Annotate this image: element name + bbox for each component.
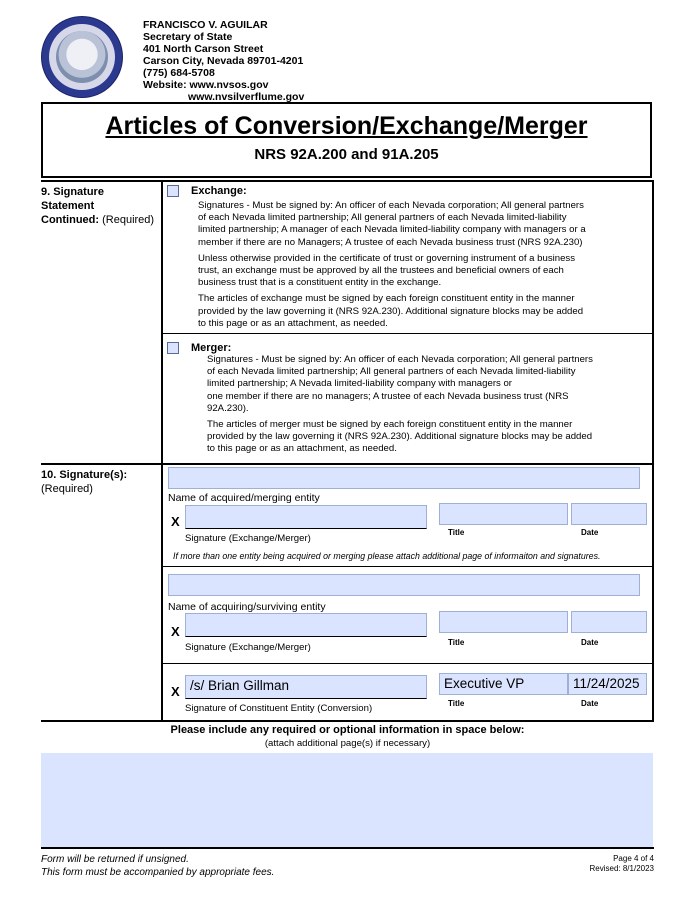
text-line: The articles of exchange must be signed by each foreign constituent entity in the manner	[198, 293, 575, 305]
title-caption-2: Title	[448, 638, 465, 647]
text-line: provided by the law governing it (NRS 92A.230). Additional signature blocks may be added	[207, 431, 593, 443]
date-input-2[interactable]	[571, 611, 647, 633]
divider	[161, 180, 163, 720]
title-input-1[interactable]	[439, 503, 568, 525]
footer-notes	[41, 853, 274, 879]
revised-date: Revised: 8/1/2023	[589, 864, 654, 873]
divider	[161, 663, 653, 664]
conversion-date-input[interactable]: 11/24/2025	[568, 673, 647, 695]
text-line: limited partnership; A manager of each Nevada limited-liability company with managers or a	[198, 224, 586, 236]
page-number: Page 4 of 4	[613, 854, 654, 863]
text-line: Signatures - Must be signed by: An officer of each Nevada corporation; All general partners	[207, 354, 593, 365]
merger-text	[207, 354, 647, 456]
text-line: one member if there are no managers; A trustee of each Nevada business trust (NRS	[207, 390, 569, 402]
title-input-2[interactable]	[439, 611, 568, 633]
website2-link[interactable]: www.nvsilverflume.gov	[188, 91, 305, 103]
text-line: Signatures - Must be signed by: An officer of each Nevada corporation; All general partners	[198, 200, 584, 211]
website-link[interactable]: Website: www.nvsos.gov	[143, 79, 269, 91]
section10-label	[41, 468, 127, 496]
street-address: 401 North Carson Street	[143, 43, 264, 55]
additional-info-subheading: (attach additional page(s) if necessary)	[264, 738, 431, 749]
merger-checkbox[interactable]	[167, 342, 179, 354]
exchange-text	[198, 200, 648, 330]
section10-label-line1: 10. Signature(s):	[41, 469, 128, 481]
acquired-entity-label: Name of acquired/merging entity	[168, 492, 320, 504]
text-line: business trust that is a constituent entity in the exchange.	[198, 277, 442, 289]
date-caption-1: Date	[581, 528, 599, 537]
footer-note-unsigned: Form will be returned if unsigned.	[41, 854, 189, 865]
conversion-date-caption: Date	[581, 699, 599, 708]
x-mark: X	[171, 514, 180, 529]
acquired-entity-name-input[interactable]	[168, 467, 640, 489]
footer-note-fees: This form must be accompanied by appropriate fees.	[41, 867, 275, 878]
exchange-heading: Exchange:	[191, 185, 247, 197]
text-line: to this page or as an attachment, as needed.	[198, 317, 388, 329]
divider	[41, 847, 654, 849]
date-input-1[interactable]	[571, 503, 647, 525]
nevada-state-seal-icon	[42, 17, 122, 97]
section9-label-line1: 9. Signature	[41, 186, 104, 198]
signature-caption-1: Signature (Exchange/Merger)	[185, 533, 311, 544]
divider	[652, 180, 654, 720]
secretary-name: FRANCISCO V. AGUILAR	[143, 19, 268, 31]
text-line: of each Nevada limited partnership; All general partners of each Nevada limited-liability	[198, 212, 567, 224]
signature-caption-2: Signature (Exchange/Merger)	[185, 642, 311, 653]
section9-label	[41, 185, 154, 227]
text-line: The articles of merger must be signed by each foreign constituent entity in the manner	[207, 419, 573, 431]
merger-heading: Merger:	[191, 342, 232, 354]
conversion-signature-caption: Signature of Constituent Entity (Conversion)	[185, 703, 373, 714]
conversion-title-input[interactable]: Executive VP	[439, 673, 568, 695]
footer-page-info	[590, 854, 655, 874]
signature-input-2[interactable]	[185, 613, 427, 637]
city-address: Carson City, Nevada 89701-4201	[143, 55, 304, 67]
divider	[161, 333, 653, 334]
conversion-title-caption: Title	[448, 699, 465, 708]
text-line: limited partnership; A Nevada limited-liability company with managers or	[207, 378, 513, 390]
text-line: member if there are no Managers; A trustee of each Nevada business trust (NRS 92A.230)	[198, 236, 583, 248]
date-caption-2: Date	[581, 638, 599, 647]
section10-label-line2: (Required)	[41, 483, 93, 495]
additional-info-textarea[interactable]	[41, 753, 653, 847]
title-caption-1: Title	[448, 528, 465, 537]
signature-input-1[interactable]	[185, 505, 427, 529]
page-title: Articles of Conversion/Exchange/Merger	[105, 112, 588, 140]
conversion-signature-input[interactable]: /s/ Brian Gillman	[185, 675, 427, 699]
divider	[161, 566, 653, 567]
header-address	[143, 19, 304, 103]
multiple-entity-note: If more than one entity being acquired or merging please attach additional page of informaiton and signatures.	[173, 551, 601, 561]
text-line: to this page or as an attachment, as needed.	[207, 443, 397, 455]
divider	[41, 720, 654, 722]
text-line: provided by the law governing it (NRS 92A.230). Additional signature blocks may be added	[198, 305, 584, 317]
surviving-entity-name-input[interactable]	[168, 574, 640, 596]
section9-label-line3: Continued: (Required)	[41, 214, 155, 226]
phone-number: (775) 684-5708	[143, 67, 215, 79]
x-mark: X	[171, 624, 180, 639]
text-line: 92A.230).	[207, 402, 249, 414]
divider	[41, 180, 654, 182]
text-line: trust, an exchange must be approved by all the trustees and beneficial owners of each	[198, 265, 564, 277]
x-mark: X	[171, 684, 180, 699]
divider	[41, 463, 654, 465]
section9-label-line2: Statement	[41, 200, 95, 212]
text-line: Unless otherwise provided in the certificate of trust or governing instrument of a business	[198, 252, 576, 264]
page-subtitle: NRS 92A.200 and 91A.205	[254, 146, 439, 163]
secretary-office: Secretary of State	[143, 31, 233, 43]
exchange-checkbox[interactable]	[167, 185, 179, 197]
surviving-entity-label: Name of acquiring/surviving entity	[168, 601, 326, 613]
additional-info-heading: Please include any required or optional information in space below:	[170, 724, 525, 736]
text-line: of each Nevada limited partnership; All general partners of each Nevada limited-liability	[207, 366, 576, 378]
